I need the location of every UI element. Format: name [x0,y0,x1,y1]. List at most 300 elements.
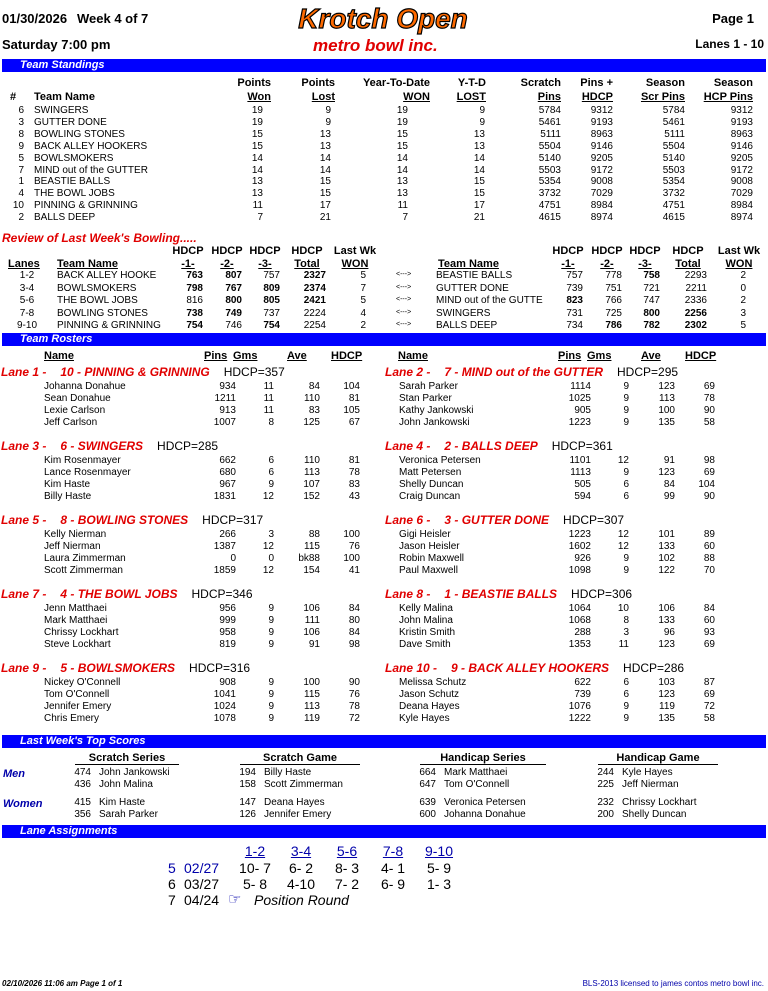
roster-team-name: 1 - BEASTIE BALLS [444,587,558,601]
top-score-bowler: Tom O'Connell [444,779,510,790]
player-name: Paul Maxwell [399,565,458,576]
review-game2-left: 807 [225,270,242,281]
player-handicap: 60 [703,541,715,552]
standings-lost: 9 [325,116,331,128]
top-score-value: 158 [239,779,256,790]
roster-col-gms: Gms [233,350,258,362]
standings-scr: 4615 [538,212,561,224]
player-pins: 1025 [568,393,591,404]
review-game1-right: 823 [566,295,583,307]
roster-team-heading [385,439,613,453]
review-game2-right: 766 [605,295,622,307]
top-score-bowler: Mark Matthaei [444,767,508,778]
standings-ytdw: 13 [396,176,408,188]
standings-scr: 5503 [538,164,561,176]
standings-hdcp: 8974 [590,212,613,224]
player-pins: 1114 [570,381,591,392]
standings-col-shcp: HCP Pins [703,91,753,103]
standings-col-won: Won [247,91,271,103]
lane-number: Lane 3 - [1,439,47,453]
review-team-left: THE BOWL JOBS [57,295,138,307]
player-games: 9 [623,713,629,724]
player-handicap: 69 [703,639,715,650]
player-average: 91 [308,639,320,650]
player-name: Dave Smith [399,639,451,650]
standings-ytdl: 14 [473,152,485,164]
standings-sscr: 5503 [662,164,685,176]
standings-shcp: 9146 [730,140,753,152]
standings-rank: 3 [18,116,24,128]
player-pins: 1223 [568,417,591,428]
player-games: 11 [263,381,274,392]
top-scores-col: Handicap Series [420,752,546,765]
player-games: 9 [268,639,274,650]
player-pins: 999 [219,615,236,626]
review-col-hdcp-label: HDCP [591,245,623,257]
top-score-value: 639 [419,797,436,808]
top-score-value: 474 [74,767,91,778]
assignment-week: 7 [168,892,176,908]
standings-sscr: 5354 [662,176,685,188]
standings-shcp: 8974 [730,212,753,224]
top-score-value: 147 [239,797,256,808]
player-name: Jason Schutz [399,689,460,700]
player-handicap: 81 [348,393,360,404]
top-scores-group-label: Men [3,768,25,780]
team-handicap: HDCP=306 [571,587,633,601]
standings-lost: 13 [319,140,331,152]
player-games: 12 [262,541,274,552]
player-pins: 594 [574,491,591,502]
standings-lost: 14 [319,152,331,164]
player-games: 9 [623,381,629,392]
section-bar-standings: Team Standings [2,59,766,72]
standings-col-scr: Pins [537,91,561,103]
player-pins: 1353 [568,639,591,650]
standings-col-lost-line1: Points [301,77,335,89]
player-average: 135 [658,713,675,724]
player-average: 106 [658,603,675,614]
player-handicap: 104 [343,381,360,392]
player-name: Mark Matthaei [44,615,108,626]
player-name: Robin Maxwell [399,553,465,564]
player-handicap: 78 [348,701,360,712]
player-name: Kathy Jankowski [399,405,474,416]
player-handicap: 80 [348,615,360,626]
roster-team-heading [385,365,678,379]
standings-ytdw: 15 [396,128,408,140]
assignment-matchup: 6- 2 [288,860,314,876]
team-handicap: HDCP=307 [563,513,625,527]
review-lanes: 7-8 [19,307,35,319]
player-handicap: 90 [703,491,715,502]
player-handicap: 76 [348,541,360,552]
standings-won: 14 [251,152,263,164]
standings-sscr: 4751 [662,200,685,212]
player-average: 84 [308,381,320,392]
review-game1-right: 731 [566,307,583,319]
review-heading: Review of Last Week's Bowling..... [2,231,197,245]
roster-team-name: 5 - BOWLSMOKERS [60,661,176,675]
review-game3-right: 721 [643,282,660,294]
player-handicap: 84 [703,603,715,614]
player-average: 84 [663,479,675,490]
standings-rank: 6 [18,105,24,116]
player-average: 113 [659,393,675,404]
standings-scr: 5140 [538,152,561,164]
review-col-hdcp-label: HDCP [552,245,584,257]
standings-sscr: 5461 [662,116,685,128]
standings-col-team: Team Name [34,91,95,103]
review-vs-arrow: <---> [396,308,412,316]
standings-col-scr-line1: Scratch [520,77,561,89]
top-score-bowler: Kyle Hayes [622,767,673,778]
review-vs-arrow: <---> [396,321,412,329]
player-name: Scott Zimmerman [44,565,123,576]
review-team-right: SWINGERS [436,307,491,319]
top-score-value: 194 [239,767,256,778]
review-col-total: Total [294,258,320,270]
lane-number: Lane 9 - [1,661,47,675]
standings-team-name: BEASTIE BALLS [34,176,111,188]
assignment-matchup: 5- 9 [426,860,452,876]
player-pins: 1113 [570,467,591,478]
review-game1-left: 754 [186,320,203,332]
standings-scr: 5504 [538,140,561,152]
player-name: Kyle Hayes [399,713,450,724]
review-game2-right: 786 [605,320,622,332]
player-games: 9 [623,417,629,428]
player-pins: 288 [574,627,591,638]
assignment-matchup: 7- 2 [334,876,360,892]
player-games: 9 [623,553,629,564]
standings-shcp: 8963 [730,128,753,140]
review-game3-left: 809 [263,282,280,294]
team-handicap: HDCP=285 [157,439,219,453]
standings-sscr: 5111 [664,128,685,140]
review-won-right: 2 [740,270,746,281]
review-team-right: BEASTIE BALLS [436,270,513,281]
player-name: Jeff Carlson [44,417,98,428]
player-name: Deana Hayes [399,701,460,712]
assignment-lane-pair: 3-4 [290,843,312,859]
review-total-left: 2327 [303,270,326,281]
assignment-matchup: 10- 7 [239,860,271,876]
player-handicap: 90 [703,405,715,416]
standings-ytdw: 13 [396,188,408,200]
standings-won: 19 [251,105,263,116]
section-bar-lane-assignments: Lane Assignments [2,825,766,838]
standings-shcp: 9193 [730,116,753,128]
top-score-bowler: Johanna Donahue [444,809,526,820]
player-average: 101 [658,529,675,540]
player-games: 12 [262,491,274,502]
player-name: Chrissy Lockhart [44,627,119,638]
standings-team-name: MIND out of the GUTTER [34,164,148,176]
top-score-value: 356 [74,809,91,820]
player-games: 9 [268,713,274,724]
top-scores-col: Handicap Game [598,752,718,765]
player-handicap: 84 [348,627,360,638]
lane-number: Lane 6 - [385,513,431,527]
top-scores-col: Scratch Series [75,752,179,765]
player-pins: 1078 [213,713,236,724]
review-total-left: 2254 [303,320,326,332]
standings-lost: 14 [319,164,331,176]
player-average: 100 [658,405,675,416]
standings-sscr: 3732 [662,188,685,200]
standings-col-ytdw-line1: Year-To-Date [362,77,430,89]
player-handicap: 83 [348,479,360,490]
player-average: 152 [303,491,320,502]
player-games: 6 [268,467,274,478]
standings-team-name: BALLS DEEP [34,212,96,224]
player-average: 135 [658,417,675,428]
standings-sscr: 5504 [662,140,685,152]
top-score-value: 200 [597,809,614,820]
player-pins: 1211 [214,393,236,404]
player-name: John Malina [399,615,453,626]
roster-team-heading [1,513,263,527]
roster-team-heading [385,587,632,601]
roster-team-heading [385,513,624,527]
top-score-bowler: Billy Haste [264,767,312,778]
standings-scr: 5784 [538,105,561,116]
standings-won: 13 [251,176,263,188]
review-won-left: 5 [360,270,366,281]
player-games: 9 [623,393,629,404]
player-pins: 926 [574,553,591,564]
player-pins: 1859 [213,565,236,576]
top-score-value: 664 [419,767,436,778]
review-col-won-right: WON [725,258,753,270]
review-game2-left: 767 [225,282,242,294]
player-handicap: 69 [703,381,715,392]
player-handicap: 104 [698,479,715,490]
top-score-bowler: John Jankowski [99,767,170,778]
player-name: Kim Haste [44,479,91,490]
standings-shcp: 9205 [730,152,753,164]
standings-lost: 13 [319,128,331,140]
standings-lost: 17 [319,200,331,212]
player-handicap: 105 [343,405,360,416]
review-total-right: 2302 [684,320,707,332]
player-handicap: 58 [703,713,715,724]
player-handicap: 60 [703,615,715,626]
player-average: 110 [304,455,320,466]
player-games: 6 [623,491,629,502]
player-handicap: 93 [703,627,715,638]
team-handicap: HDCP=357 [223,365,285,379]
standings-won: 7 [257,212,263,224]
player-pins: 1101 [569,455,591,466]
standings-team-name: GUTTER DONE [34,116,107,128]
standings-scr: 3732 [538,188,561,200]
player-games: 11 [618,639,629,650]
roster-col-name: Name [398,350,428,362]
player-name: Jennifer Emery [44,701,112,712]
team-handicap: HDCP=295 [617,365,679,379]
player-games: 9 [623,405,629,416]
player-games: 9 [268,701,274,712]
review-won-right: 2 [740,295,746,307]
review-total-right: 2336 [684,295,707,307]
review-game2-left: 746 [225,320,242,332]
player-name: Matt Petersen [399,467,462,478]
player-pins: 1068 [568,615,591,626]
player-name: Kristin Smith [399,627,456,638]
review-game3-left: 737 [263,307,280,319]
standings-won: 19 [251,116,263,128]
player-pins: 680 [219,467,236,478]
top-score-bowler: Sarah Parker [99,809,158,820]
review-col-hdcp-label: HDCP [672,245,704,257]
standings-sscr: 4615 [662,212,685,224]
player-games: 9 [268,603,274,614]
standings-team-name: SWINGERS [34,105,89,116]
pointing-hand-icon: ☞ [228,891,242,908]
standings-col-ytdl-line1: Y-T-D [457,77,486,89]
standings-rank: 4 [18,188,24,200]
standings-col-sscr-line1: Season [645,77,685,89]
team-handicap: HDCP=361 [551,439,613,453]
review-won-left: 7 [360,282,366,294]
roster-team-name: 6 - SWINGERS [60,439,144,453]
review-col-won-left: WON [341,258,369,270]
player-pins: 819 [219,639,236,650]
player-average: 88 [308,529,320,540]
top-score-bowler: John Malina [99,779,153,790]
standings-shcp: 9008 [730,176,753,188]
player-average: 123 [658,639,675,650]
top-score-bowler: Kim Haste [99,797,146,808]
player-name: Billy Haste [44,491,92,502]
review-col-hdcp-label: HDCP [291,245,323,257]
player-pins: 1602 [568,541,591,552]
player-games: 3 [268,529,274,540]
top-score-value: 415 [74,797,91,808]
standings-ytdl: 21 [473,212,485,224]
player-average: 103 [658,677,675,688]
top-score-bowler: Jeff Nierman [622,779,679,790]
player-games: 6 [268,455,274,466]
standings-col-sscr: Scr Pins [640,91,685,103]
review-game3-left: 754 [263,320,280,332]
standings-rank: 8 [18,128,24,140]
review-col-g1: -1- [561,258,575,270]
team-handicap: HDCP=286 [623,661,685,675]
review-total-right: 2256 [684,307,707,319]
player-name: Jeff Nierman [44,541,101,552]
team-handicap: HDCP=316 [189,661,251,675]
standings-ytdl: 15 [473,188,485,200]
standings-hdcp: 9205 [590,152,613,164]
player-average: 119 [304,713,320,724]
assignment-matchup: 4- 1 [380,860,406,876]
review-vs-arrow: <---> [396,296,412,304]
footer-printed: 02/10/2026 11:06 am Page 1 of 1 [2,979,123,988]
standings-shcp: 9312 [730,105,753,116]
assignment-lane-pair: 7-8 [382,843,404,859]
player-games: 9 [268,615,274,626]
assignment-lane-pair: 1-2 [244,843,266,859]
standings-hdcp: 9312 [590,105,613,116]
player-name: Sarah Parker [399,381,458,392]
review-lanes: 9-10 [16,320,37,332]
player-handicap: 70 [703,565,715,576]
player-average: 133 [658,541,675,552]
review-team-left: BACK ALLEY HOOKE [57,270,157,281]
player-handicap: 69 [703,467,715,478]
standings-scr: 5354 [538,176,561,188]
review-won-right: 0 [740,282,746,294]
player-name: Stan Parker [399,393,452,404]
player-handicap: 78 [348,467,360,478]
review-game1-left: 816 [186,295,203,307]
player-handicap: 43 [348,491,360,502]
player-name: Kim Rosenmayer [44,455,121,466]
assignment-date: 04/24 [184,892,220,908]
roster-team-heading [385,661,684,675]
player-pins: 1024 [213,701,236,712]
standings-hdcp: 7029 [590,188,613,200]
top-score-bowler: Scott Zimmerman [264,779,343,790]
assignment-matchup: 8- 3 [334,860,360,876]
review-game3-right: 800 [643,307,660,319]
player-name: Jenn Matthaei [44,603,107,614]
standings-won: 13 [251,188,263,200]
review-vs-arrow: <---> [396,271,412,278]
top-score-bowler: Deana Hayes [264,797,325,808]
roster-team-heading [1,661,250,675]
player-average: 123 [658,467,675,478]
player-name: Nickey O'Connell [44,677,121,688]
player-handicap: 72 [703,701,715,712]
player-average: 107 [303,479,320,490]
player-games: 6 [623,677,629,688]
review-lanes: 1-2 [19,270,35,281]
player-pins: 505 [574,479,591,490]
player-pins: 1007 [213,417,236,428]
player-average: 106 [303,603,320,614]
top-score-value: 126 [239,809,256,820]
assignment-matchup: 6- 9 [380,876,406,892]
player-pins: 622 [574,677,591,688]
player-average: 91 [663,455,675,466]
player-average: 154 [303,565,320,576]
player-pins: 266 [219,529,236,540]
standings-ytdl: 15 [473,176,485,188]
standings-hdcp: 9193 [590,116,613,128]
review-col-lastwk-right: Last Wk [717,245,761,257]
standings-hdcp: 8984 [590,200,613,212]
player-name: Johanna Donahue [44,381,126,392]
standings-ytdl: 13 [473,140,485,152]
player-pins: 913 [219,405,236,416]
team-handicap: HDCP=317 [202,513,264,527]
review-won-left: 5 [360,295,366,307]
player-pins: 934 [219,381,236,392]
player-games: 8 [268,417,274,428]
footer-license: BLS-2013 licensed to james contos metro bowl inc. [582,979,764,988]
player-pins: 1041 [213,689,236,700]
player-handicap: 89 [703,529,715,540]
standings-won: 11 [252,200,263,212]
standings-lost: 15 [319,188,331,200]
review-col-g3: -3- [638,258,652,270]
player-average: 113 [304,467,320,478]
player-games: 12 [617,541,629,552]
